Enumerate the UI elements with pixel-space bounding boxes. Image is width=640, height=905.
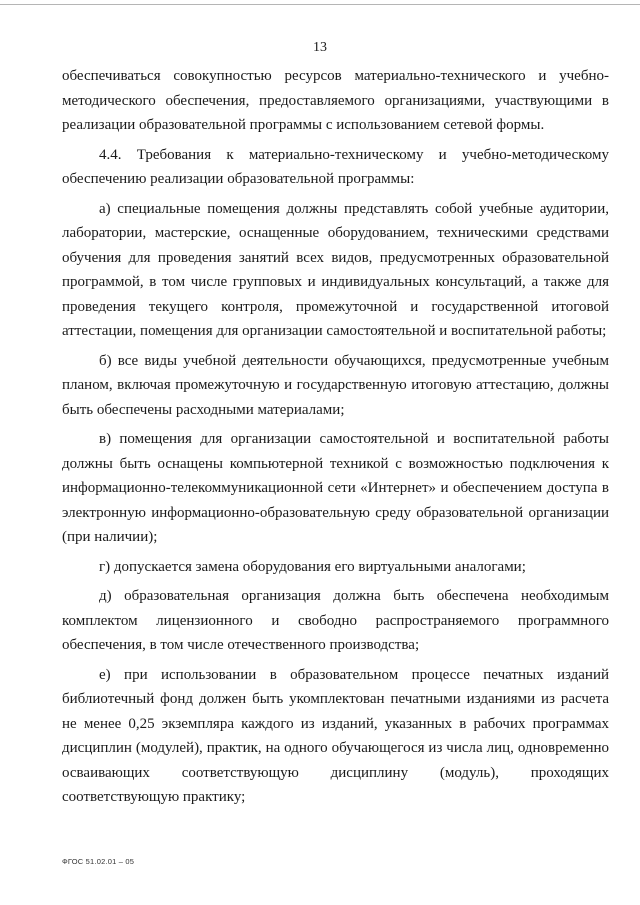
- paragraph-item-e: е) при использовании в образовательном процессе печатных изданий библиотечный фонд должен быть укомплектован печатными изданиями из расчета не менее 0,25 экземпляра каждого из изданий, указанных в рабочих программах дисциплин (модулей), практик, на одного обучающегося из числа лиц, одновременно осваивающих соответствующую дисциплину (модуль), проходящих соответствующую практику;: [62, 666, 609, 805]
- page-number: 13: [313, 40, 327, 55]
- paragraph-section-4-4: 4.4. Требования к материально-техническому и учебно-методическому обеспечению реализации образовательной программы:: [62, 146, 609, 187]
- paragraph-item-v: в) помещения для организации самостоятельной и воспитательной работы должны быть оснащены компьютерной техникой с возможностью подключения к информационно-телекоммуникационной сети «Интернет» и обеспечением доступа в электронную информационно-образовательную среду образовательной организации (при наличии);: [62, 431, 609, 545]
- paragraph-continuation: обеспечиваться совокупностью ресурсов материально-технического и учебно-методического обеспечения, предоставляемого организациями, участвующими в реализации образовательной программы с использованием сетевой формы.: [62, 68, 609, 133]
- footer-document-code: ФГОС 51.02.01 – 05: [62, 857, 135, 866]
- paragraph-item-g: г) допускается замена оборудования его виртуальными аналогами;: [99, 558, 526, 575]
- top-border-line: [0, 4, 640, 5]
- paragraph-item-d: д) образовательная организация должна быть обеспечена необходимым комплектом лицензионного и свободно распространяемого программного обеспечения, в том числе отечественного производства;: [62, 588, 609, 653]
- paragraph-item-b: б) все виды учебной деятельности обучающихся, предусмотренные учебным планом, включая промежуточную и государственную итоговую аттестацию, должны быть обеспечены расходными материалами;: [62, 352, 609, 418]
- paragraph-item-a: а) специальные помещения должны представлять собой учебные аудитории, лаборатории, мастерские, оснащенные оборудованием, техническими средствами обучения для проведения занятий всех видов, предусмотренных образовательной программой, в том числе групповых и индивидуальных консультаций, а также для проведения текущего контроля, промежуточной и государственной итоговой аттестации, помещения для организации самостоятельной и воспитательной работы;: [62, 200, 609, 339]
- body-text: [62, 64, 609, 815]
